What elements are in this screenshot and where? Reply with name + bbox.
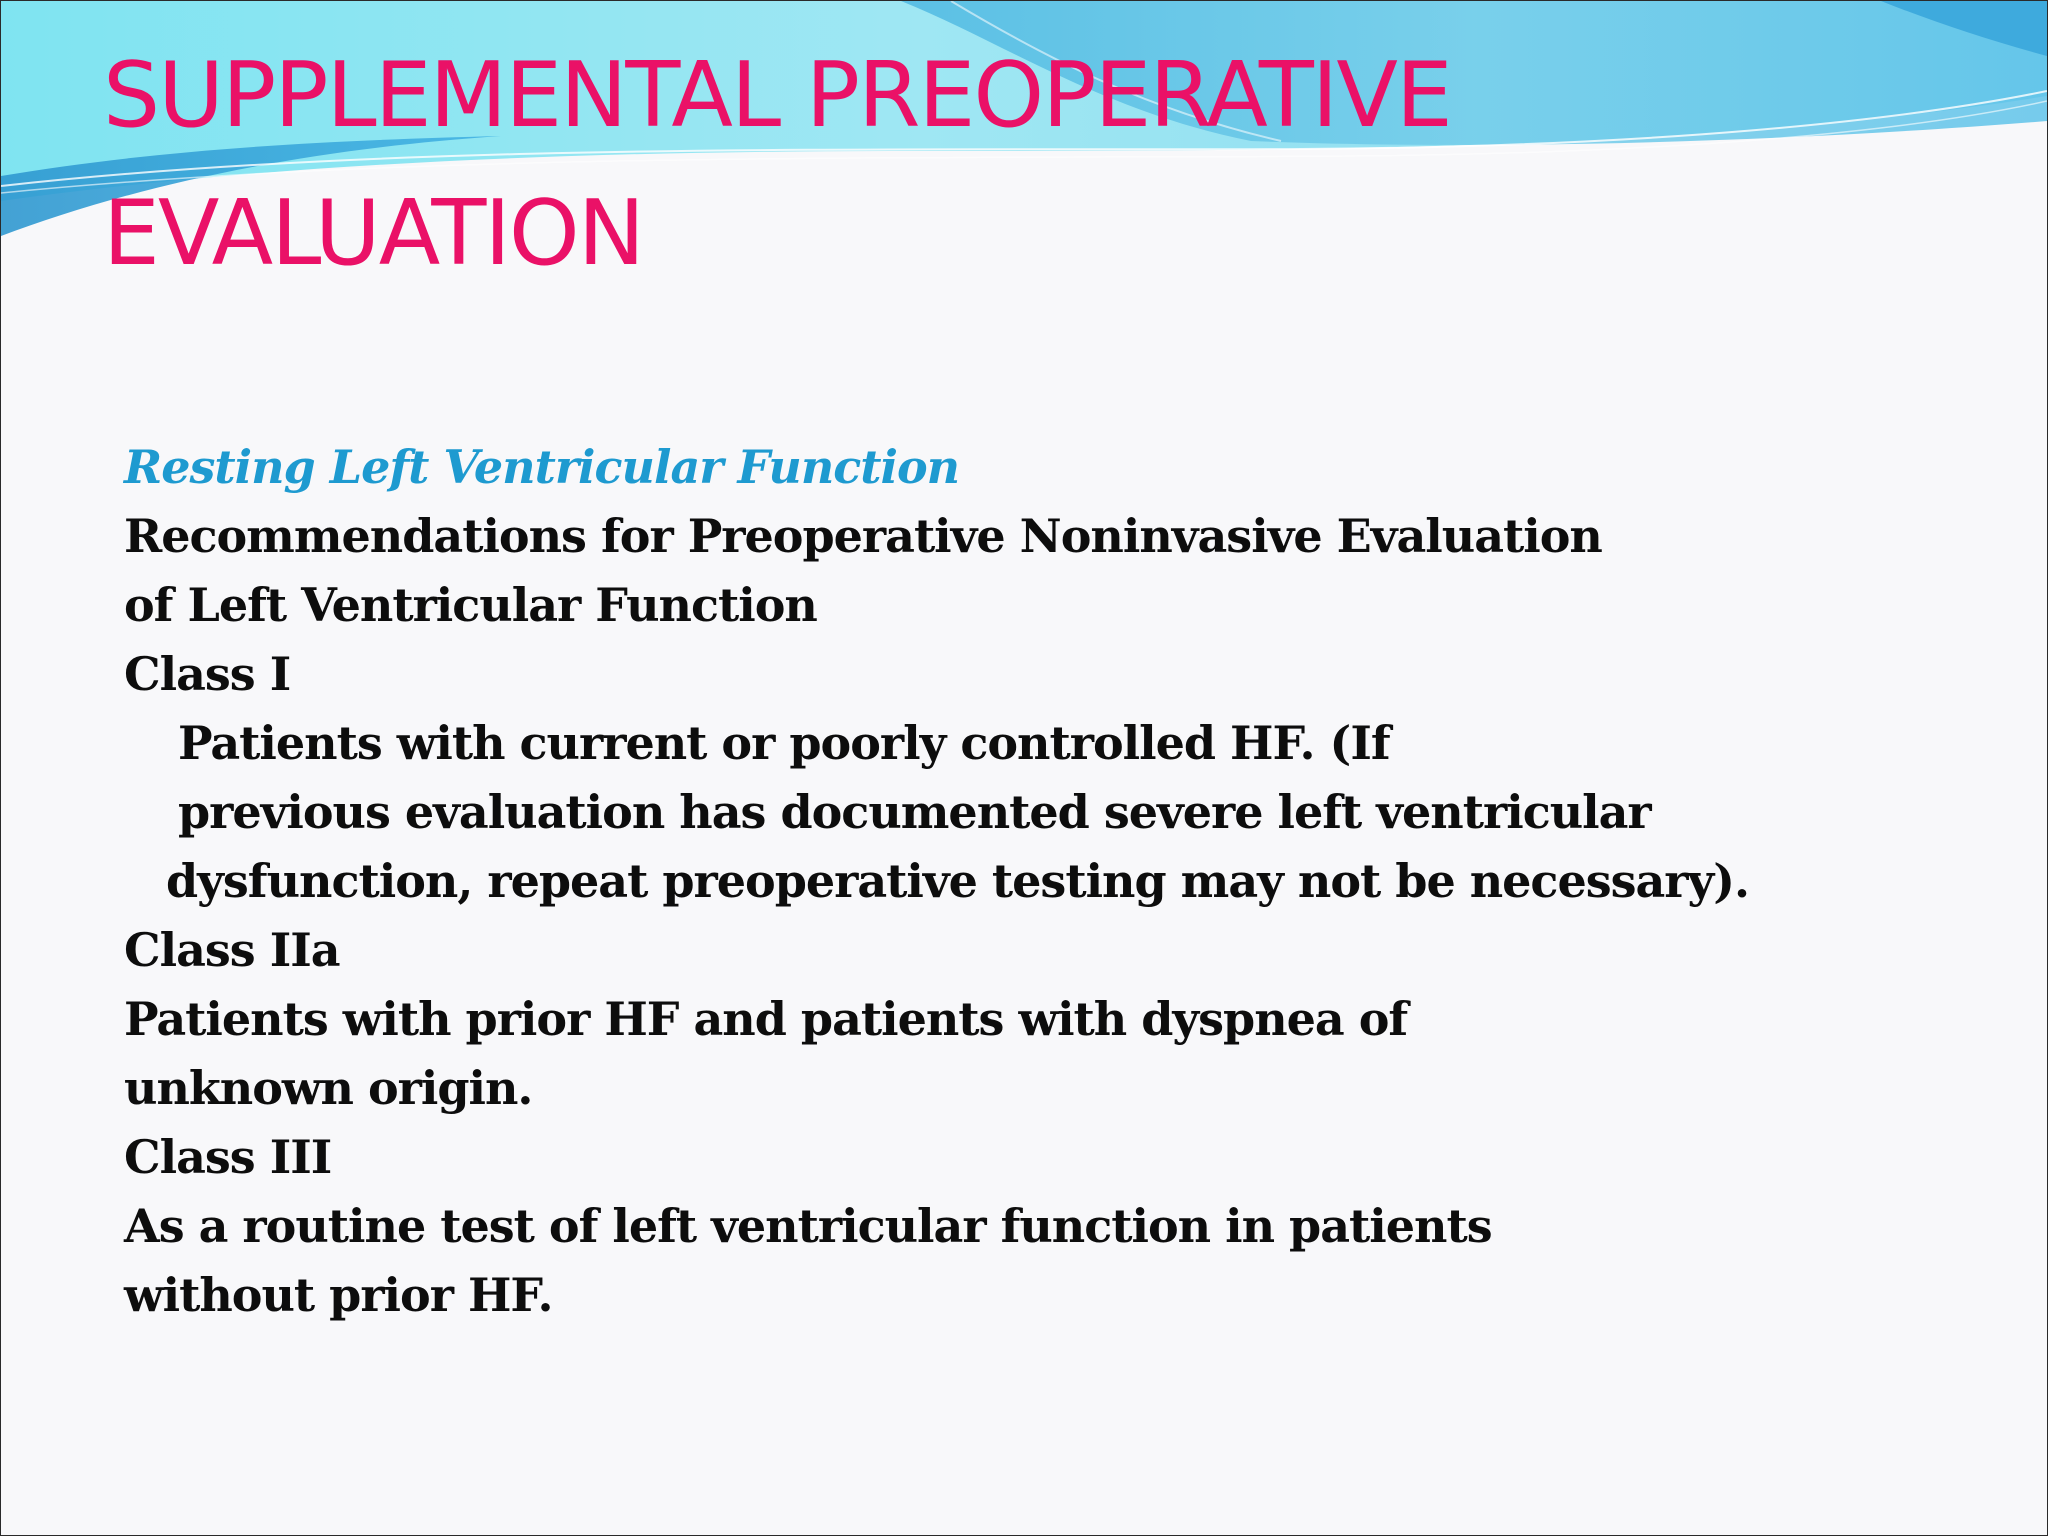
class-iia-heading: Class IIa <box>124 923 340 977</box>
slide-title-line-1: SUPPLEMENTAL PREOPERATIVE <box>103 43 1451 148</box>
class-i-text-line-1: Patients with current or poorly controlled HF. (If <box>178 716 1390 770</box>
body-line-recommendations-cont: of Left Ventricular Function <box>124 578 817 632</box>
slide-title-line-2: EVALUATION <box>103 181 644 286</box>
class-i-text-line-3: dysfunction, repeat preoperative testing may not be necessary). <box>166 854 1750 908</box>
class-iia-text-line-2: unknown origin. <box>124 1061 533 1115</box>
section-subheading: Resting Left Ventricular Function <box>124 440 960 494</box>
slide-title <box>103 27 1451 303</box>
class-i-heading: Class I <box>124 647 291 701</box>
body-line-recommendations: Recommendations for Preoperative Noninvasive Evaluation <box>124 509 1602 563</box>
slide-body <box>124 433 2004 1330</box>
class-iii-text-line-2: without prior HF. <box>124 1268 553 1322</box>
class-iii-text-line-1: As a routine test of left ventricular function in patients <box>124 1199 1492 1253</box>
class-iii-heading: Class III <box>124 1130 332 1184</box>
class-i-text-line-2: previous evaluation has documented severe left ventricular <box>178 785 1651 839</box>
class-iia-text-line-1: Patients with prior HF and patients with dyspnea of <box>124 992 1408 1046</box>
